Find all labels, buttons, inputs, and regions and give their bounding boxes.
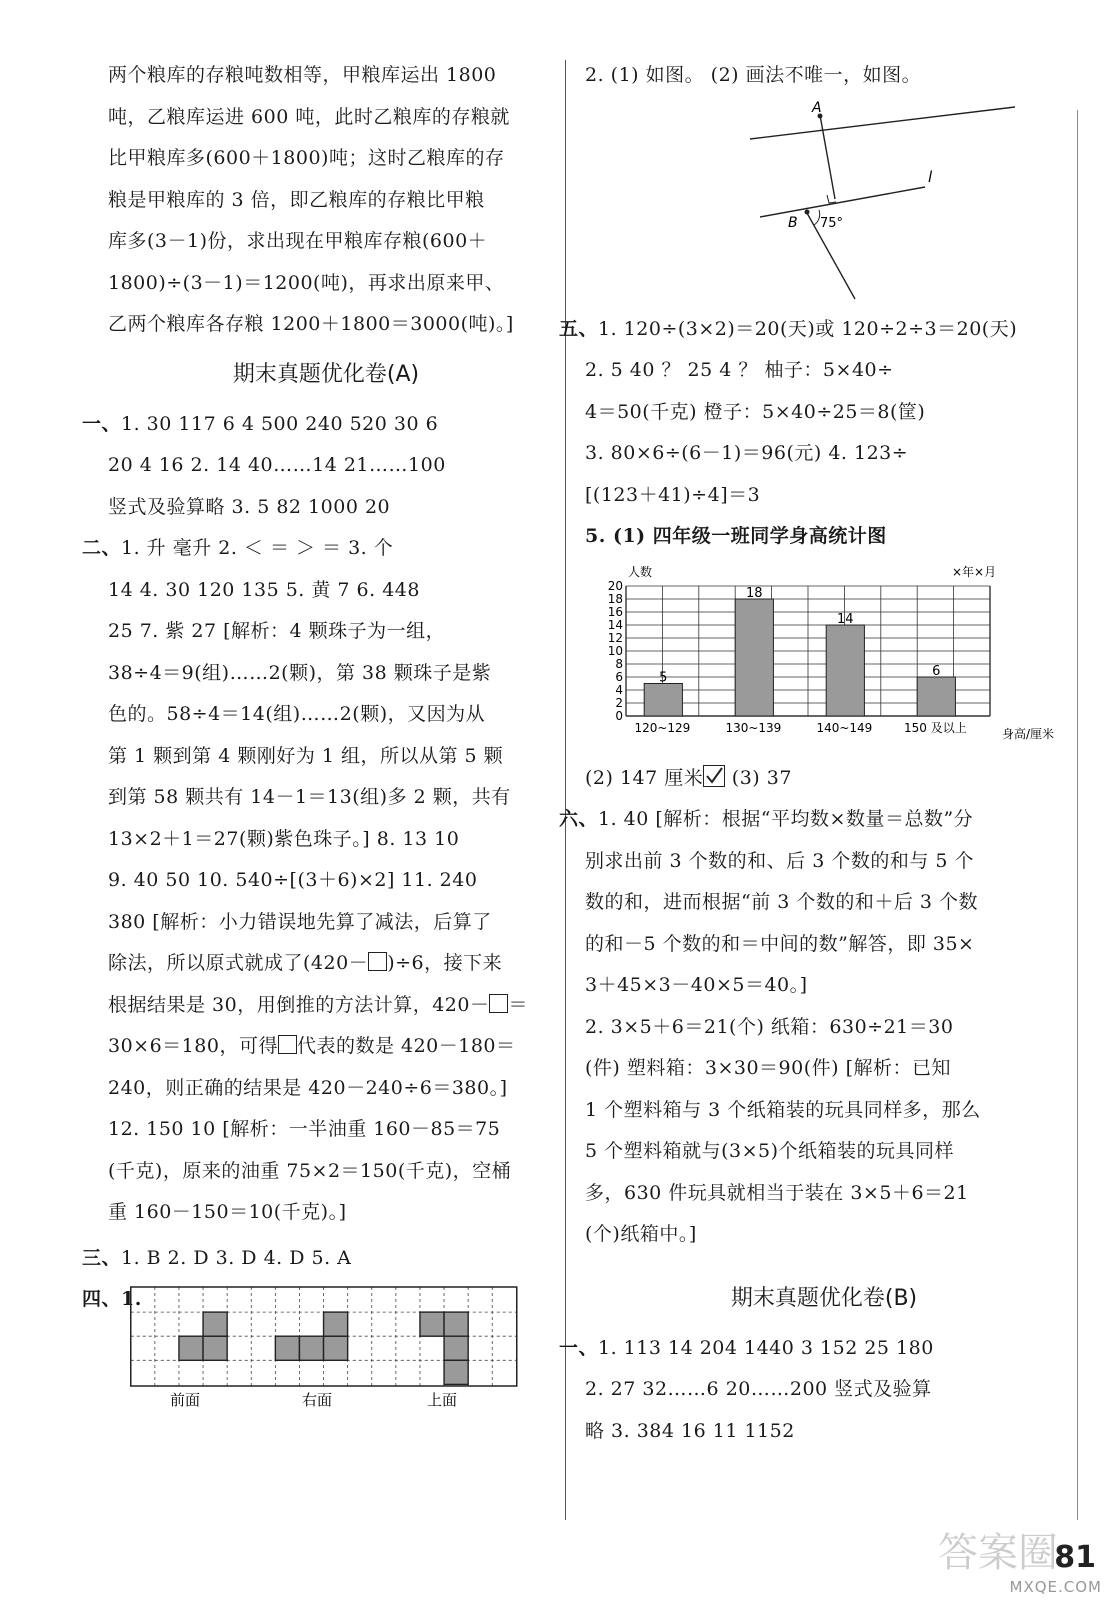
shaded-cube-face — [444, 1312, 468, 1336]
answer-line: 1. 40 [解析：根据“平均数×数量＝总数”分 — [598, 808, 974, 830]
chart-bar — [735, 599, 773, 716]
text-fragment: 30×6＝180，可得 — [108, 1035, 278, 1057]
answer-line — [108, 943, 544, 985]
label-b: B — [788, 214, 798, 231]
x-tick-label: 130~139 — [725, 720, 782, 735]
line-l — [760, 187, 925, 217]
answer-line: 1 个塑料箱与 3 个纸箱装的玩具同样多，那么 — [585, 1098, 981, 1121]
text-fragment: ＝ — [508, 993, 528, 1016]
y-tick-label: 4 — [615, 682, 623, 697]
answer-line: 9. 40 50 10. 540÷[(3＋6)×2] 11. 240 — [108, 869, 478, 891]
answer-line: 1. 30 117 6 4 500 240 520 30 6 — [121, 412, 439, 435]
answer-line: 2. 3×5＋6＝21(个) 纸箱：630÷21＝30 — [585, 1015, 954, 1038]
answer-line: 240，则正确的结果是 420－240÷6＝380。] — [108, 1076, 508, 1099]
answer-line: 1. 升 毫升 2. ＜ ＝ ＞ ＝ 3. 个 — [121, 537, 394, 559]
y-tick-label: 10 — [607, 643, 623, 658]
answer-line: 1. B 2. D 3. D 4. D 5. A — [121, 1246, 352, 1269]
date-label: ×年×月 — [952, 564, 997, 579]
part-four — [82, 1279, 544, 1409]
answer-line: 别求出前 3 个数的和、后 3 个数的和与 5 个 — [585, 849, 975, 872]
text-line: 比甲粮库多(600＋1800)吨；这时乙粮库的存 — [108, 147, 505, 169]
section-title-a: 期末真题优化卷(A) — [232, 361, 420, 387]
shaded-cube-face — [299, 1336, 323, 1360]
answer-line: (个)纸箱中。] — [585, 1223, 697, 1245]
x-tick-label: 140~149 — [816, 720, 873, 735]
point-b — [805, 209, 810, 214]
part-number: 二、 — [82, 537, 122, 559]
text-line: 1800)÷(3－1)＝1200(吨)，再求出原来甲、 — [108, 271, 505, 294]
label-angle: 75° — [820, 215, 844, 231]
answer-line: 色的。58÷4＝14(组)……2(颗)，又因为从 — [108, 703, 486, 725]
page-number: 81 — [1054, 1540, 1096, 1575]
right-edge-rule — [1077, 110, 1078, 1520]
answer-line: 1. 113 14 204 1440 3 152 25 180 — [598, 1336, 934, 1359]
answer-line: 2. 27 32……6 20……200 竖式及验算 — [585, 1378, 932, 1400]
part-three — [82, 1238, 544, 1280]
answer-line: 38÷4＝9(组)……2(颗)，第 38 颗珠子是紫 — [108, 661, 492, 684]
answer-line: 第 1 颗到第 4 颗刚好为 1 组，所以从第 5 颗 — [108, 744, 504, 767]
answer-line: 20 4 16 2. 14 40……14 21……100 — [108, 454, 446, 476]
answer-line: 13×2＋1＝27(颗)紫色珠子。] 8. 13 10 — [108, 827, 460, 850]
right-column — [559, 55, 1063, 1452]
shaded-cube-face — [203, 1336, 227, 1360]
blank-box — [368, 952, 387, 971]
y-tick-label: 12 — [607, 630, 623, 645]
text-fragment: )÷6，接下来 — [387, 952, 503, 974]
blank-box — [489, 994, 508, 1013]
text-fragment: 根据结果是 30，用倒推的方法计算，420－ — [108, 993, 490, 1016]
text-line: 吨，乙粮库运进 600 吨，此时乙粮库的存粮就 — [108, 105, 510, 128]
bar-value-label: 5 — [659, 670, 668, 685]
part-number: 一、 — [559, 1336, 599, 1359]
chart-bar — [826, 625, 864, 716]
shaded-cube-face — [275, 1336, 299, 1360]
part-one — [82, 404, 544, 529]
answer-line: 4＝50(千克) 橙子：5×40÷25＝8(筐) — [585, 400, 926, 423]
part-number: 六、 — [559, 808, 599, 830]
answer-line: 25 7. 紫 27 [解析：4 颗珠子为一组， — [108, 620, 446, 642]
answer-line: (千克)，原来的油重 75×2＝150(千克)，空桶 — [108, 1159, 512, 1182]
item-number: 1. — [121, 1288, 142, 1310]
y-tick-label: 16 — [607, 604, 623, 619]
answer-line: 2. (1) 如图。 (2) 画法不唯一，如图。 — [585, 64, 922, 86]
part-number: 一、 — [82, 412, 122, 435]
left-column — [82, 55, 544, 1409]
part-b-one — [559, 1328, 1063, 1453]
bar-value-label: 14 — [837, 611, 854, 627]
view-label-right: 右面 — [301, 1391, 333, 1409]
y-tick-label: 6 — [615, 669, 623, 684]
angle-arc — [814, 210, 820, 225]
perpendicular-segment — [820, 115, 835, 199]
shaded-cube-face — [179, 1336, 203, 1360]
part-six — [559, 799, 1063, 1256]
answer-line: 1. 120÷(3×2)＝20(天)或 120÷2÷3＝20(天) — [598, 317, 1018, 340]
part-two — [82, 528, 544, 1234]
part-number: 五、 — [559, 317, 599, 340]
column-divider — [565, 60, 566, 1520]
answer-line: 略 3. 384 16 11 1152 — [585, 1419, 795, 1442]
answer-line: 竖式及验算略 3. 5 82 1000 20 — [108, 495, 391, 518]
view-label-front: 前面 — [169, 1391, 201, 1409]
y-tick-label: 20 — [607, 578, 623, 593]
answer-line: 2. 5 40 ？ 25 4 ？ 柚子：5×40÷ — [585, 359, 894, 381]
part-number: 三、 — [82, 1246, 122, 1269]
watermark-logo: 答案圈 — [938, 1530, 1058, 1576]
label-l: l — [928, 167, 933, 186]
y-tick-label: 8 — [615, 656, 623, 671]
view-drawings-grid — [130, 1279, 530, 1409]
part-number: 四、 — [82, 1288, 122, 1310]
shaded-cube-face — [324, 1312, 348, 1336]
answer-line: 3. 80×6÷(6－1)＝96(元) 4. 123÷ — [585, 442, 909, 464]
answer-line: 到第 58 颗共有 14－1＝13(组)多 2 颗，共有 — [108, 786, 511, 808]
answer-line: 5 个塑料箱就与(3×5)个纸箱装的玩具同样 — [585, 1140, 955, 1162]
bar-value-label: 6 — [932, 663, 941, 679]
part-five — [559, 309, 1063, 800]
x-tick-label: 120~129 — [634, 720, 691, 735]
blank-box — [278, 1035, 297, 1054]
text-fragment: 除法，所以原式就成了(420－ — [108, 952, 369, 974]
answer-line — [585, 758, 1063, 800]
label-a: A — [812, 99, 822, 116]
shaded-cube-face — [203, 1312, 227, 1336]
answer-line: 重 160－150＝10(千克)。] — [108, 1201, 347, 1223]
answer-line: 14 4. 30 120 135 5. 黄 7 6. 448 — [108, 578, 420, 601]
height-bar-chart — [590, 558, 1060, 758]
shaded-cube-face — [444, 1336, 468, 1360]
section-title-b: 期末真题优化卷(B) — [730, 1285, 918, 1311]
shaded-cube-face — [420, 1312, 444, 1336]
line-through-a — [750, 107, 1015, 139]
shaded-cube-face — [444, 1360, 468, 1384]
answer-line: 多，630 件玩具就相当于装在 3×5＋6＝21 — [585, 1181, 969, 1204]
answer-line: 12. 150 10 [解析：一半油重 160－85＝75 — [108, 1118, 501, 1140]
answer-line: [(123＋41)÷4]＝3 — [585, 483, 761, 506]
y-axis-label: 人数 — [628, 564, 653, 579]
check-mark-box — [703, 765, 725, 787]
text-fragment: (2) 147 厘米 — [585, 766, 704, 789]
bar-value-label: 18 — [746, 585, 763, 601]
chart-bar — [917, 677, 955, 716]
text-line: 库多(3－1)份，求出现在甲粮库存粮(600＋ — [108, 230, 488, 252]
answer-line: 数的和，进而根据“前 3 个数的和＋后 3 个数 — [585, 891, 979, 913]
answer-line: 3＋45×3－40×5＝40。] — [585, 974, 808, 996]
text-line: 乙两个粮库各存粮 1200＋1800＝3000(吨)。] — [108, 313, 514, 335]
answer-line: 380 [解析：小力错误地先算了减法，后算了 — [108, 910, 492, 933]
continued-solution — [108, 55, 544, 346]
text-fragment: 代表的数是 420－180＝ — [296, 1035, 516, 1057]
y-tick-label: 2 — [615, 695, 623, 710]
answer-line — [108, 985, 544, 1027]
chart-caption-line: 5. (1) 四年级一班同学身高统计图 — [585, 525, 887, 547]
text-line: 粮是甲粮库的 3 倍，即乙粮库的存粮比甲粮 — [108, 188, 485, 211]
answer-line: 的和－5 个数的和＝中间的数”解答，即 35× — [585, 932, 975, 955]
text-line: 两个粮库的存粮吨数相等，甲粮库运出 1800 — [108, 64, 497, 86]
text-fragment: (3) 37 — [725, 766, 792, 789]
watermark-url: MXQE.COM — [1009, 1578, 1102, 1596]
x-axis-label: 身高/厘米 — [1002, 726, 1055, 741]
y-tick-label: 18 — [607, 591, 623, 606]
parallel-lines-figure — [740, 99, 1040, 309]
answer-line: (件) 塑料箱：3×30＝90(件) [解析：已知 — [585, 1057, 952, 1079]
y-tick-label: 0 — [615, 708, 623, 723]
x-tick-label: 150 及以上 — [904, 720, 967, 735]
chart-bar — [644, 683, 682, 716]
shaded-cube-face — [324, 1336, 348, 1360]
answer-line — [108, 1026, 544, 1068]
view-label-top: 上面 — [426, 1391, 458, 1409]
y-tick-label: 14 — [607, 617, 623, 632]
